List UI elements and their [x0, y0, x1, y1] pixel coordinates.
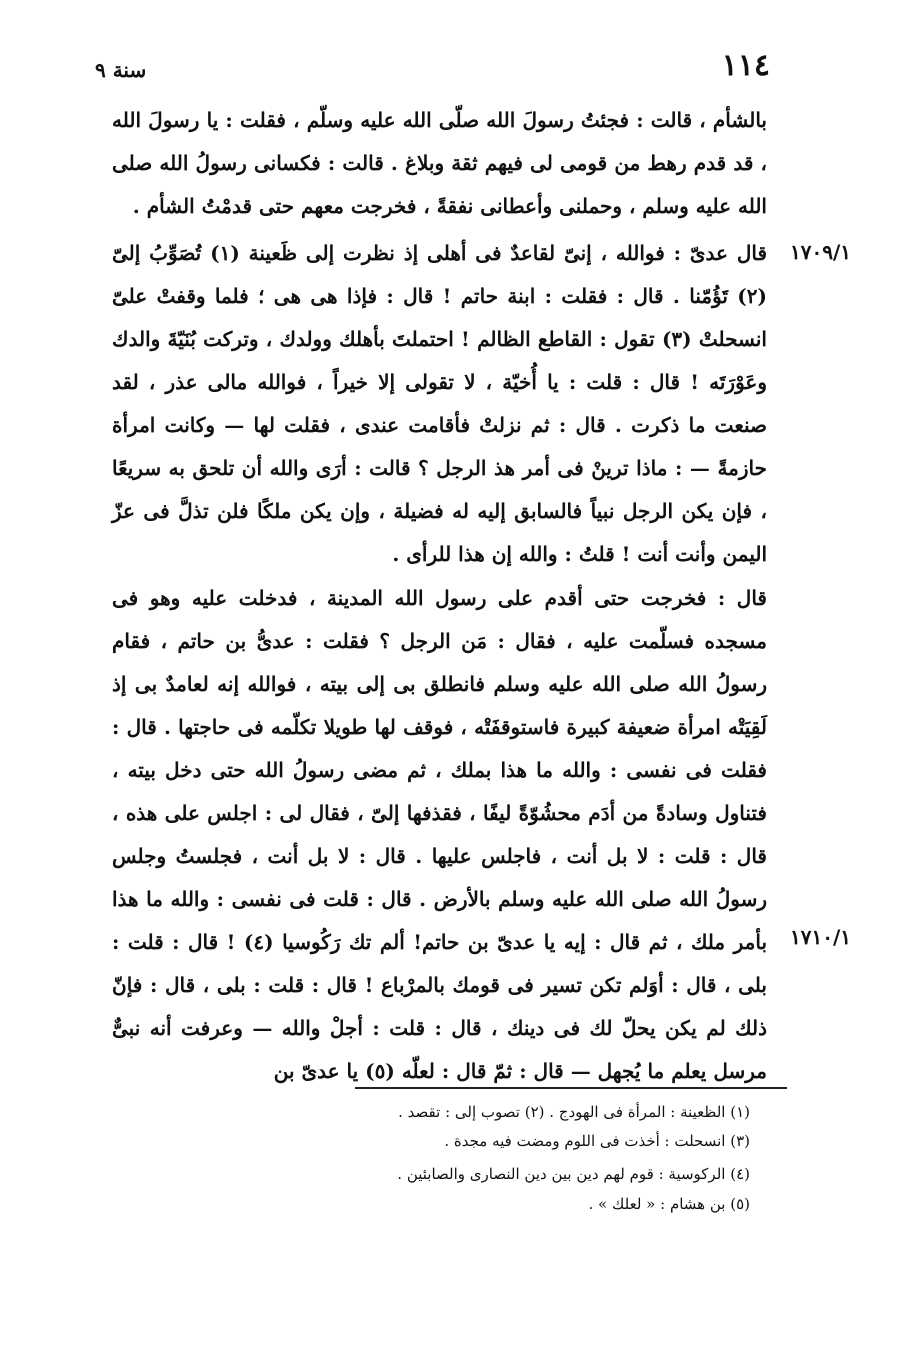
paragraph-1 [112, 99, 767, 228]
footnote-divider [355, 1087, 787, 1089]
paragraph-2-text: قال عدىّ : فوالله ، إنىّ لقاعدٌ فى أهلى إذ نظرت إلى ظَعينة (١) تُصَوِّبُ إلىّ (٢) تَؤُمّنا . قال : فقلت : ابنة حاتم ! قال : فإذا هى هى ؛ فلما وقفتْ علىّ انسحلتْ (٣) تقول : القاطع الظالم ! احتملتَ بأهلك وولدك ، وتركت بُنَيّةَ والدك وعَوْرَتَه ! قال : قلت : يا أُخيّة ، لا تقولى إلا خيراً ، فوالله مالى عذر ، لقد صنعت ما ذكرت . قال : ثم نزلتْ فأقامت عندى ، فقلت لها — وكانت امرأة حازمةً — : ماذا ترينْ فى أمر هذ الرجل ؟ قالت : أرَى والله أن تلحق به سريعًا ، فإن يكن الرجل نبياً فالسابق إليه له فضيلة ، وإن يكن ملكًا فلن تذلَّ فى عزّ اليمن وأنت أنت ! قلتُ : والله إن هذا للرأى . [112, 241, 767, 566]
paragraph-2 [112, 232, 767, 576]
footnote-4: (٤) الركوسية : قوم لهم دين بين دين النصارى والصابئين . [397, 1165, 750, 1183]
margin-reference-1: ١٧٠٩/١ [790, 240, 852, 264]
running-header-year: سنة ٩ [95, 58, 147, 82]
paragraph-3 [112, 577, 767, 1093]
page-number: ١١٤ [721, 48, 770, 83]
footnote-3: (٣) انسحلت : أخذت فى اللوم ومضت فيه مجدة . [444, 1132, 750, 1150]
footnote-5: (٥) بن هشام : « لعلك » . [588, 1195, 750, 1213]
footnote-1-2: (١) الظعينة : المرأة فى الهودج . (٢) تصوب إلى : تقصد . [398, 1103, 750, 1121]
paragraph-3-text: قال : فخرجت حتى أقدم على رسول الله المدينة ، فدخلت عليه وهو فى مسجده فسلّمت عليه ، فقال : مَن الرجل ؟ فقلت : عدىُّ بن حاتم ، فقام رسولُ الله صلى الله عليه وسلم فانطلق بى إلى بيته ، فوالله إنه لعامدٌ بى إذ لَقِيَتْه امرأة ضعيفة كبيرة فاستوقفَتْه ، فوقف لها طويلا تكلّمه فى حاجتها . قال : فقلت فى نفسى : والله ما هذا بملك ، ثم مضى رسولُ الله حتى دخل بيته ، فتناول وسادةً من أدَم محشُوّةً ليفًا ، فقذفها إلىّ ، فقال لى : اجلس على هذه ، قال : قلت : لا بل أنت ، فاجلس عليها . قال : لا بل أنت ، فجلستُ وجلس رسولُ الله صلى الله عليه وسلم بالأرض . قال : قلت فى نفسى : والله ما هذا بأمر ملك ، ثم قال : إيه يا عدىّ بن حاتم! ألم تك رَكُوسيا (٤) ! قال : قلت : بلى ، قال : أوَلم تكن تسير فى قومك بالمرْباع ! قال : قلت : بلى ، قال : فإنّ ذلك لم يكن يحلّ لك فى دينك ، قال : قلت : أجلْ والله — وعرفت أنه نبىٌّ مرسل يعلم ما يُجهل — قال : ثمّ قال : لعلّه (٥) يا عدىّ بن [112, 586, 768, 1083]
margin-reference-2: ١٧١٠/١ [790, 925, 852, 949]
paragraph-1-text: بالشأم ، قالت : فجئتُ رسولَ الله صلّى الله عليه وسلّم ، فقلت : يا رسولَ الله ، قد قدم رهط من قومى لى فيهم ثقة وبلاغ . قالت : فكسانى رسولُ الله صلى الله عليه وسلم ، وحملنى وأعطانى نفقةً ، فخرجت معهم حتى قدمْتُ الشأم . [112, 108, 767, 218]
